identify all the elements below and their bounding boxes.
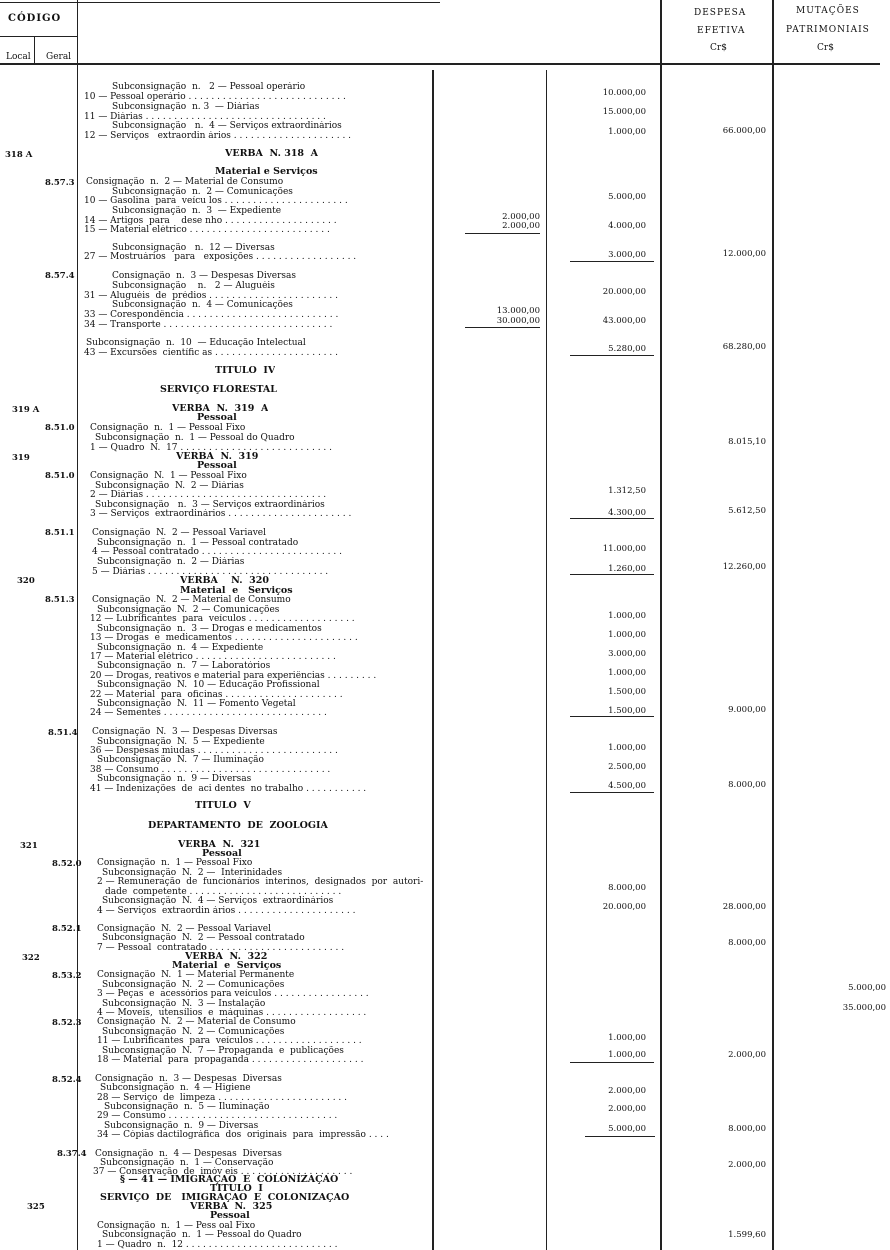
section-heading: Pessoal [197, 461, 237, 471]
despesa-total: 8.000,00 [728, 780, 766, 790]
despesa-total: 68.280,00 [722, 342, 766, 352]
subtotal-amount: 1.000,00 [608, 127, 646, 137]
budget-code: 325 [27, 1202, 45, 1212]
section-heading: Material e Serviços [215, 167, 318, 177]
ledger-line: Consignação N. 1 — Pessoal Fixo [90, 471, 247, 481]
despesa-total: 2.000,00 [728, 1050, 766, 1060]
budget-code: 8.52.4 [52, 1075, 82, 1085]
budget-code: 8.52.1 [52, 924, 82, 934]
ledger-line: Subconsignação N. 10 — Educação Profissional [97, 680, 320, 690]
ledger-line: 12 — Lubrificantes para veículos . . . . . . . . . . . . . . . . . . . [90, 614, 355, 624]
ledger-line: Subconsignação N. 11 — Fomento Vegetal [97, 699, 296, 709]
section-heading: VERBA N. 325 [190, 1202, 273, 1212]
subtotal-amount: 1.000,00 [608, 668, 646, 678]
subtotal-rule [570, 355, 654, 356]
ledger-line: 3 — Peças e acessórios para veículos . . . . . . . . . . . . . . . . . [97, 989, 369, 999]
budget-code: 8.57.4 [45, 271, 75, 281]
budget-code: 321 [20, 841, 38, 851]
ledger-line: 41 — Indenizações de aci dentes no trabalho . . . . . . . . . . . [90, 784, 367, 794]
ledger-line: Subconsignação N. 7 — Iluminação [97, 755, 264, 765]
budget-code: 8.51.0 [45, 423, 75, 433]
budget-code: 8.37.4 [57, 1149, 87, 1159]
section-heading: VERBA N. 321 [178, 840, 261, 850]
mutacoes-header-1: MUTAÇÕES [796, 6, 860, 16]
partial-total-rule [465, 327, 540, 328]
despesa-header-3: Cr$ [710, 43, 727, 53]
ledger-line: Subconsignação n. 4 — Expediente [97, 643, 264, 653]
section-heading: TITULO IV [215, 366, 276, 376]
ledger-line: Subconsignação N. 2 — Diárias [95, 481, 244, 491]
subtotal-rule [570, 261, 654, 262]
section-heading: DEPARTAMENTO DE ZOOLOGIA [148, 821, 328, 831]
ledger-line: 2 — Diárias . . . . . . . . . . . . . . . . . . . . . . . . . . . . . . . . [90, 490, 327, 500]
col-rule-local [34, 36, 35, 64]
subtotal-amount: 15.000,00 [602, 107, 646, 117]
ledger-line: Subconsignação n. 3 — Drogas e medicamentos [97, 624, 322, 634]
budget-code: 8.51.3 [45, 595, 75, 605]
ledger-line: 33 — Corespondência . . . . . . . . . . . . . . . . . . . . . . . . . . . [84, 310, 339, 320]
ledger-line: Subconsignação n. 4 — Higiene [100, 1083, 251, 1093]
ledger-line: Subconsignação n. 4 — Comunicações [112, 300, 293, 310]
ledger-line: Subconsignação N. 5 — Expediente [97, 737, 265, 747]
ledger-line: Consignação n. 1 — Pessoal Fixo [97, 858, 253, 868]
partial-amount: 2.000,00 [502, 212, 540, 222]
ledger-line: 14 — Artigos para dese nho . . . . . . . . . . . . . . . . . . . . [84, 216, 337, 226]
ledger-line: Subconsignação n. 2 — Aluguéis [112, 281, 275, 291]
ledger-line: Subconsignação n. 2 — Comunicações [112, 187, 293, 197]
section-heading: Pessoal [197, 413, 237, 423]
mutacoes-amount: 35.000,00 [842, 1003, 886, 1013]
ledger-line: Consignação N. 1 — Material Permanente [97, 970, 295, 980]
ledger-line: 18 — Material para propaganda . . . . . . . . . . . . . . . . . . . . [97, 1055, 364, 1065]
section-heading: Pessoal [202, 849, 242, 859]
section-heading: VERBA N. 318 A [225, 149, 319, 159]
ledger-line: Subconsignação n. 2 — Diárias [97, 557, 245, 567]
ledger-line: Subconsignação N. 2 — Comunicações [102, 1027, 285, 1037]
budget-code: 8.52.3 [52, 1018, 82, 1028]
ledger-line: Subconsignação n. 10 — Educação Intelectual [86, 338, 306, 348]
partial-total-rule [465, 233, 540, 234]
subtotal-amount: 2.500,00 [608, 762, 646, 772]
despesa-total: 1.599,60 [728, 1230, 766, 1240]
ledger-line: Consignação n. 4 — Despesas Diversas [95, 1149, 282, 1159]
despesa-total: 5.612,50 [728, 506, 766, 516]
ledger-line: 4 — Moveis, utensílios e máquinas . . . . . . . . . . . . . . . . . . [97, 1008, 367, 1018]
codigo-underline [0, 36, 78, 37]
section-heading: Material e Serviços [172, 961, 282, 971]
section-heading: Pessoal [210, 1211, 250, 1221]
subtotal-amount: 4.300,00 [608, 508, 646, 518]
ledger-line: Subconsignação n. 4 — Serviços extraordinários [112, 121, 342, 131]
section-heading: § — 41 — IMIGRAÇÃO E COLONIZAÇÃO [120, 1175, 339, 1185]
ledger-line: Subconsignação n. 3 — Expediente [112, 206, 282, 216]
ledger-line: Subconsignação n. 9 — Diversas [104, 1121, 259, 1131]
ledger-line: Subconsignação n. 12 — Diversas [112, 243, 275, 253]
despesa-total: 8.000,00 [728, 938, 766, 948]
despesa-total: 8.015,10 [728, 437, 766, 447]
ledger-line: 10 — Pessoal operário . . . . . . . . . . . . . . . . . . . . . . . . . . . . [84, 92, 346, 102]
ledger-line: Subconsignação N. 2 — Comunicações [97, 605, 280, 615]
budget-code: 8.53.2 [52, 971, 82, 981]
section-heading: VERBA N. 319 A [172, 404, 269, 414]
ledger-line: Subconsignação n. 1 — Pessoal do Quadro [95, 433, 295, 443]
col-rule-partial [546, 70, 547, 1250]
codigo-header: CÓDIGO [8, 13, 62, 24]
ledger-line: Subconsignação n. 1 — Pessoal contratado [97, 538, 299, 548]
partial-amount: 2.000,00 [502, 221, 540, 231]
ledger-line: 17 — Material elétrico . . . . . . . . . . . . . . . . . . . . . . . . . [90, 652, 336, 662]
budget-code: 8.51.0 [45, 471, 75, 481]
despesa-total: 12.000,00 [722, 249, 766, 259]
ledger-line: Subconsignação n. 1 — Pessoal do Quadro [102, 1230, 302, 1240]
budget-code: 319 A [12, 405, 40, 415]
ledger-line: 11 — Lubrificantes para veículos . . . . . . . . . . . . . . . . . . . [97, 1036, 362, 1046]
despesa-header-1: DESPESA [694, 8, 747, 18]
section-heading: VERBA N. 319 [176, 452, 259, 462]
section-heading: VERBA N. 322 [185, 952, 268, 962]
ledger-line: 43 — Excursões científic as . . . . . . . . . . . . . . . . . . . . . . [84, 348, 338, 358]
ledger-line: 20 — Drogas, reativos e material para experiências . . . . . . . . . [90, 671, 377, 681]
partial-amount: 13.000,00 [496, 306, 540, 316]
ledger-line: Subconsignação N. 4 — Serviços extraordinários [102, 896, 334, 906]
ledger-line: 36 — Despesas miudas . . . . . . . . . . . . . . . . . . . . . . . . . [90, 746, 338, 756]
ledger-line: Subconsignação N. 3 — Instalação [102, 999, 266, 1009]
subtotal-amount: 1.000,00 [608, 743, 646, 753]
subtotal-amount: 5.280,00 [608, 344, 646, 354]
subtotal-rule [570, 518, 654, 519]
ledger-line: Consignação n. 3 — Despesas Diversas [112, 271, 297, 281]
ledger-line: 24 — Sementes . . . . . . . . . . . . . . . . . . . . . . . . . . . . . [90, 708, 327, 718]
ledger-line: Subconsignação N. 7 — Propaganda e publicações [102, 1046, 344, 1056]
subtotal-rule [570, 716, 654, 717]
subtotal-amount: 20.000,00 [602, 902, 646, 912]
ledger-line: 12 — Serviços extraordin ários . . . . . . . . . . . . . . . . . . . . . [84, 131, 352, 141]
budget-code: 8.51.4 [48, 728, 78, 738]
ledger-line: Consignação n. 3 — Despesas Diversas [95, 1074, 282, 1084]
subtotal-amount: 2.000,00 [608, 1086, 646, 1096]
local-header: Local [6, 52, 31, 62]
subtotal-amount: 1.312,50 [608, 486, 646, 496]
section-heading: TÍTULO V [195, 801, 251, 811]
subtotal-rule [585, 1136, 655, 1137]
section-heading: TITULO I [210, 1184, 263, 1194]
ledger-line: 15 — Material elétrico . . . . . . . . . . . . . . . . . . . . . . . . . [84, 225, 330, 235]
ledger-line: 38 — Consumo . . . . . . . . . . . . . . . . . . . . . . . . . . . . . . [90, 765, 331, 775]
ledger-line: 34 — Transporte . . . . . . . . . . . . . . . . . . . . . . . . . . . . . . [84, 320, 333, 330]
mutacoes-amount: 5.000,00 [848, 983, 886, 993]
ledger-line: Consignação N. 2 — Pessoal Variavel [97, 924, 272, 934]
ledger-line: Subconsignação n. 3 — Serviços extraordinários [95, 500, 325, 510]
ledger-line: Subconsignação n. 2 — Pessoal operário [112, 82, 306, 92]
subtotal-amount: 11.000,00 [602, 544, 646, 554]
subtotal-amount: 1.500,00 [608, 706, 646, 716]
ledger-line: dade competente . . . . . . . . . . . . . . . . . . . . . . . . . . . [105, 887, 342, 897]
ledger-line: 10 — Gasolina para veícu los . . . . . . . . . . . . . . . . . . . . . . [84, 196, 348, 206]
ledger-line: 34 — Cópias dactilográfica dos originais para impressão . . . . [97, 1130, 389, 1140]
subtotal-amount: 5.000,00 [608, 1124, 646, 1134]
ledger-line: Subconsignação n. 5 — Iluminação [104, 1102, 270, 1112]
ledger-line: Consignação N. 2 — Pessoal Variavel [92, 528, 267, 538]
ledger-line: Subconsignação N. 2 — Interinidades [102, 868, 283, 878]
ledger-line: Subconsignação n. 9 — Diversas [97, 774, 252, 784]
ledger-line: 31 — Aluguéis de prédios . . . . . . . . . . . . . . . . . . . . . . . [84, 291, 338, 301]
subtotal-amount: 10.000,00 [602, 88, 646, 98]
subtotal-rule [570, 1062, 654, 1063]
budget-code: 8.52.0 [52, 859, 82, 869]
ledger-line: Consignação n. 1 — Pess oal Fixo [97, 1221, 256, 1231]
partial-amount: 30.000,00 [496, 316, 540, 326]
despesa-total: 28.000,00 [722, 902, 766, 912]
ledger-line: Subconsignação N. 2 — Pessoal contratado [102, 933, 305, 943]
ledger-line: 7 — Pessoal contratado . . . . . . . . . . . . . . . . . . . . . . . . [97, 943, 345, 953]
budget-code: 319 [12, 453, 30, 463]
ledger-line: 22 — Material para oficinas . . . . . . . . . . . . . . . . . . . . . [90, 690, 343, 700]
subtotal-amount: 4.500,00 [608, 781, 646, 791]
subtotal-amount: 1.000,00 [608, 611, 646, 621]
ledger-line: Subconsignação n. 3 — Diárias [112, 102, 260, 112]
subtotal-amount: 1.000,00 [608, 1033, 646, 1043]
ledger-line: 5 — Diárias . . . . . . . . . . . . . . . . . . . . . . . . . . . . . . . . [92, 567, 329, 577]
ledger-line: 13 — Drogas e medicamentos . . . . . . . . . . . . . . . . . . . . . . [90, 633, 358, 643]
header-top-rule [0, 2, 440, 3]
despesa-total: 8.000,00 [728, 1124, 766, 1134]
section-heading: SERVIÇO FLORESTAL [160, 385, 277, 395]
col-rule-text [432, 70, 434, 1250]
col-rule-despesa [772, 0, 774, 1250]
despesa-total: 9.000,00 [728, 705, 766, 715]
geral-header: Geral [46, 52, 72, 62]
ledger-line: 4 — Pessoal contratado . . . . . . . . . . . . . . . . . . . . . . . . . [92, 547, 342, 557]
despesa-total: 2.000,00 [728, 1160, 766, 1170]
ledger-line: Consignação n. 1 — Pessoal Fixo [90, 423, 246, 433]
ledger-line: 2 — Remuneração de funcionários interinos, designados por autori- [97, 877, 424, 887]
ledger-line: Consignação N. 3 — Despesas Diversas [92, 727, 278, 737]
ledger-line: Consignação N. 2 — Material de Consumo [97, 1017, 296, 1027]
despesa-total: 12.260,00 [722, 562, 766, 572]
budget-code: 320 [17, 576, 35, 586]
ledger-line: Subconsignação n. 1 — Conservação [100, 1158, 274, 1168]
subtotal-amount: 1.000,00 [608, 630, 646, 640]
subtotal-amount: 1.000,00 [608, 1050, 646, 1060]
ledger-line: 1 — Quadro n. 12 . . . . . . . . . . . . . . . . . . . . . . . . . . . [97, 1240, 338, 1250]
subtotal-amount: 4.000,00 [608, 221, 646, 231]
subtotal-amount: 2.000,00 [608, 1104, 646, 1114]
subtotal-amount: 1.500,00 [608, 687, 646, 697]
col-rule-codes [77, 0, 78, 1250]
ledger-line: 4 — Serviços extraordin ários . . . . . . . . . . . . . . . . . . . . . [97, 906, 356, 916]
despesa-header-2: EFETIVA [697, 26, 746, 36]
ledger-line: Subconsignação n. 7 — Laboratórios [97, 661, 271, 671]
ledger-line: 28 — Serviço de limpeza . . . . . . . . . . . . . . . . . . . . . . . [97, 1093, 348, 1103]
ledger-line: 3 — Serviços extraordinários . . . . . . . . . . . . . . . . . . . . . . [90, 509, 352, 519]
subtotal-amount: 43.000,00 [602, 316, 646, 326]
ledger-line: 27 — Mostruários para exposições . . . . . . . . . . . . . . . . . . [84, 252, 357, 262]
budget-code: 318 A [5, 150, 33, 160]
budget-code: 8.57.3 [45, 178, 75, 188]
budget-code: 8.51.1 [45, 528, 75, 538]
section-heading: SERVIÇO DE IMIGRAÇÃO E COLONIZAÇÃO [100, 1193, 350, 1203]
despesa-total: 66.000,00 [722, 126, 766, 136]
ledger-line: 37 — Conservação de imóv eis . . . . . . . . . . . . . . . . . . . . [93, 1167, 353, 1177]
ledger-line: 29 — Consumo . . . . . . . . . . . . . . . . . . . . . . . . . . . . . . [97, 1111, 338, 1121]
ledger-line: 1 — Quadro N. 17 . . . . . . . . . . . . . . . . . . . . . . . . . . . [90, 443, 333, 453]
mutacoes-header-2: PATRIMONIAIS [786, 25, 870, 35]
subtotal-amount: 20.000,00 [602, 287, 646, 297]
subtotal-amount: 3.000,00 [608, 250, 646, 260]
subtotal-rule [570, 574, 654, 575]
subtotal-rule [570, 792, 654, 793]
subtotal-amount: 8.000,00 [608, 883, 646, 893]
subtotal-amount: 1.260,00 [608, 564, 646, 574]
section-heading: Material e Serviços [180, 586, 293, 596]
section-heading: VERBA N. 320 [180, 576, 269, 586]
col-rule-subtotal [660, 0, 662, 1250]
ledger-line: Subconsignação N. 2 — Comunicações [102, 980, 285, 990]
subtotal-amount: 3.000,00 [608, 649, 646, 659]
mutacoes-header-3: Cr$ [817, 43, 834, 53]
ledger-line: Consignação N. 2 — Material de Consumo [92, 595, 291, 605]
ledger-line: 11 — Diárias . . . . . . . . . . . . . . . . . . . . . . . . . . . . . . . . [84, 112, 326, 122]
subtotal-amount: 5.000,00 [608, 192, 646, 202]
header-bottom-rule [0, 63, 880, 65]
budget-code: 322 [22, 953, 40, 963]
ledger-line: Consignação n. 2 — Material de Consumo [86, 177, 284, 187]
